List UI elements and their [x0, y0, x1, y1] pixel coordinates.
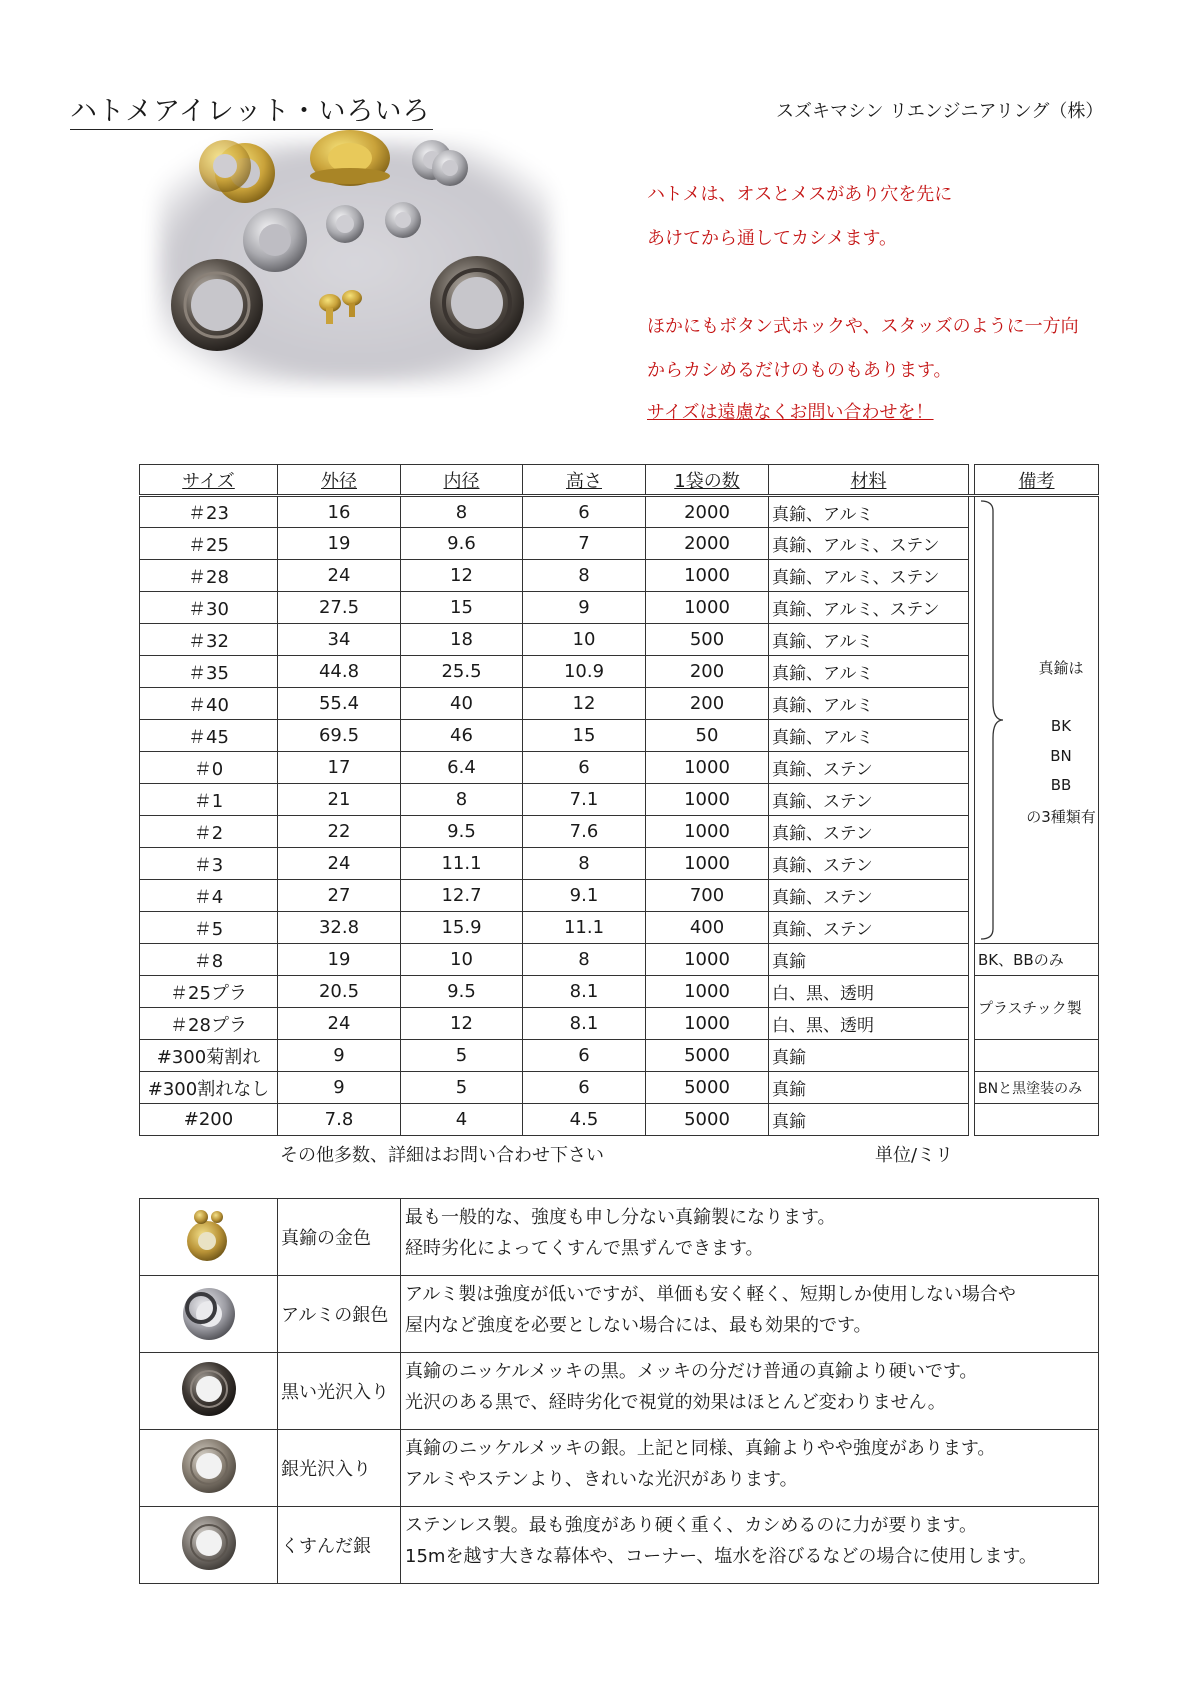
inner-diameter-cell: 8: [401, 784, 523, 816]
finish-description: 真鍮のニッケルメッキの黒。メッキの分だけ普通の真鍮より硬いです。 光沢のある黒で、経時劣化で視覚的効果はほとんど変わりません。: [401, 1353, 1099, 1430]
outer-diameter-cell: 69.5: [278, 720, 401, 752]
size-cell: ＃30: [140, 592, 278, 624]
height-cell: 12: [523, 688, 646, 720]
size-cell: #200: [140, 1104, 278, 1136]
notes-cell: [975, 1104, 1099, 1136]
inner-diameter-cell: 9.6: [401, 528, 523, 560]
quantity-cell: 1000: [646, 592, 769, 624]
outer-diameter-cell: 34: [278, 624, 401, 656]
size-cell: ＃40: [140, 688, 278, 720]
outer-diameter-cell: 24: [278, 1008, 401, 1040]
table-row: [140, 880, 1099, 912]
column-header: 外径: [278, 465, 401, 496]
inner-diameter-cell: 40: [401, 688, 523, 720]
inquiry-note: その他多数、詳細はお問い合わせ下さい: [280, 1145, 604, 1166]
height-cell: 11.1: [523, 912, 646, 944]
material-cell: 真鍮、ステン: [769, 784, 969, 816]
quantity-cell: 400: [646, 912, 769, 944]
intro-line: からカシめるだけのものもあります。: [647, 360, 952, 381]
finish-description: アルミ製は強度が低いですが、単価も安く軽く、短期しか使用しない場合や 屋内など強度を必要としない場合には、最も効果的です。: [401, 1276, 1099, 1353]
inner-diameter-cell: 8: [401, 496, 523, 528]
size-cell: ＃28プラ: [140, 1008, 278, 1040]
intro-line: サイズは遠慮なくお問い合わせを！: [647, 402, 934, 423]
table-row: [140, 1199, 1099, 1276]
unit-note: 単位/ミリ: [875, 1145, 954, 1166]
table-row: [140, 976, 1099, 1008]
material-cell: 真鍮、アルミ: [769, 624, 969, 656]
material-cell: 真鍮、アルミ: [769, 496, 969, 528]
quantity-cell: 1000: [646, 784, 769, 816]
material-cell: 真鍮、アルミ: [769, 720, 969, 752]
note-line: BB: [1050, 776, 1072, 794]
outer-diameter-cell: 27.5: [278, 592, 401, 624]
table-row: [140, 528, 1099, 560]
finish-name: 真鍮の金色: [278, 1199, 401, 1276]
height-cell: 10.9: [523, 656, 646, 688]
outer-diameter-cell: 9: [278, 1040, 401, 1072]
inner-diameter-cell: 15: [401, 592, 523, 624]
notes-cell: BK、BBのみ: [975, 944, 1099, 976]
column-header: 高さ: [523, 465, 646, 496]
quantity-cell: 2000: [646, 528, 769, 560]
eyelets-photo: [140, 128, 570, 398]
material-cell: 真鍮、アルミ、ステン: [769, 592, 969, 624]
finish-name: 黒い光沢入り: [278, 1353, 401, 1430]
inner-diameter-cell: 6.4: [401, 752, 523, 784]
height-cell: 6: [523, 1040, 646, 1072]
outer-diameter-cell: 16: [278, 496, 401, 528]
material-cell: 真鍮、ステン: [769, 880, 969, 912]
size-cell: ＃0: [140, 752, 278, 784]
table-row: [140, 656, 1099, 688]
quantity-cell: 1000: [646, 816, 769, 848]
notes-cell: BNと黒塗装のみ: [975, 1072, 1099, 1104]
size-cell: ＃23: [140, 496, 278, 528]
quantity-cell: 5000: [646, 1104, 769, 1136]
material-cell: 真鍮、アルミ: [769, 688, 969, 720]
inner-diameter-cell: 4: [401, 1104, 523, 1136]
quantity-cell: 1000: [646, 752, 769, 784]
height-cell: 9: [523, 592, 646, 624]
height-cell: 8: [523, 848, 646, 880]
size-cell: #300割れなし: [140, 1072, 278, 1104]
size-cell: ＃28: [140, 560, 278, 592]
finish-types-table: [139, 1198, 1099, 1584]
column-gap: [969, 1008, 975, 1040]
table-row: [140, 720, 1099, 752]
size-cell: ＃2: [140, 816, 278, 848]
height-cell: 7.6: [523, 816, 646, 848]
material-cell: 真鍮、アルミ、ステン: [769, 528, 969, 560]
table-row: [140, 1072, 1099, 1104]
table-row: [140, 1104, 1099, 1136]
outer-diameter-cell: 7.8: [278, 1104, 401, 1136]
height-cell: 8: [523, 560, 646, 592]
notes-cell: [975, 1040, 1099, 1072]
table-header-row: [140, 465, 1099, 496]
finish-name: 銀光沢入り: [278, 1430, 401, 1507]
inner-diameter-cell: 12: [401, 1008, 523, 1040]
table-row: [140, 912, 1099, 944]
outer-diameter-cell: 19: [278, 944, 401, 976]
finish-description: 真鍮のニッケルメッキの銀。上記と同様、真鍮よりやや強度があります。 アルミやステンより、きれいな光沢があります。: [401, 1430, 1099, 1507]
size-cell: ＃35: [140, 656, 278, 688]
quantity-cell: 1000: [646, 560, 769, 592]
quantity-cell: 5000: [646, 1040, 769, 1072]
inner-diameter-cell: 18: [401, 624, 523, 656]
finish-name: アルミの銀色: [278, 1276, 401, 1353]
material-cell: 白、黒、透明: [769, 1008, 969, 1040]
inner-diameter-cell: 9.5: [401, 816, 523, 848]
table-row: [140, 816, 1099, 848]
quantity-cell: 700: [646, 880, 769, 912]
inner-diameter-cell: 12.7: [401, 880, 523, 912]
outer-diameter-cell: 27: [278, 880, 401, 912]
quantity-cell: 2000: [646, 496, 769, 528]
material-cell: 白、黒、透明: [769, 976, 969, 1008]
outer-diameter-cell: 55.4: [278, 688, 401, 720]
table-row: [140, 1507, 1099, 1584]
column-header: サイズ: [140, 465, 278, 496]
finish-description: ステンレス製。最も強度があり硬く重く、カシめるのに力が要ります。 15mを越す大きな幕体や、コーナー、塩水を浴びるなどの場合に使用します。: [401, 1507, 1099, 1584]
finish-description: 最も一般的な、強度も申し分ない真鍮製になります。 経時劣化によってくすんで黒ずんできます。: [401, 1199, 1099, 1276]
aluminum-eyelet-icon: [140, 1276, 278, 1353]
inner-diameter-cell: 12: [401, 560, 523, 592]
column-header: 1袋の数: [646, 465, 769, 496]
column-header: 備考: [975, 465, 1099, 496]
curly-brace-icon: [975, 497, 1005, 943]
height-cell: 6: [523, 752, 646, 784]
quantity-cell: 1000: [646, 976, 769, 1008]
outer-diameter-cell: 21: [278, 784, 401, 816]
size-cell: ＃25プラ: [140, 976, 278, 1008]
size-cell: ＃1: [140, 784, 278, 816]
intro-line: ほかにもボタン式ホックや、スタッズのように一方向: [647, 316, 1079, 337]
table-row: [140, 752, 1099, 784]
quantity-cell: 500: [646, 624, 769, 656]
inner-diameter-cell: 11.1: [401, 848, 523, 880]
outer-diameter-cell: 20.5: [278, 976, 401, 1008]
table-row: [140, 688, 1099, 720]
page-title: ハトメアイレット・いろいろ: [70, 96, 433, 130]
height-cell: 8: [523, 944, 646, 976]
quantity-cell: 1000: [646, 848, 769, 880]
material-cell: 真鍮: [769, 1104, 969, 1136]
height-cell: 6: [523, 1072, 646, 1104]
size-cell: ＃32: [140, 624, 278, 656]
material-cell: 真鍮、アルミ: [769, 656, 969, 688]
height-cell: 10: [523, 624, 646, 656]
silver-gloss-eyelet-icon: [140, 1430, 278, 1507]
inner-diameter-cell: 46: [401, 720, 523, 752]
table-row: [140, 592, 1099, 624]
notes-cell: プラスチック製: [975, 976, 1099, 1040]
height-cell: 8.1: [523, 976, 646, 1008]
finish-name: くすんだ銀: [278, 1507, 401, 1584]
table-row: [140, 848, 1099, 880]
table-row: [140, 784, 1099, 816]
quantity-cell: 1000: [646, 1008, 769, 1040]
dull-silver-eyelet-icon: [140, 1507, 278, 1584]
intro-line: あけてから通してカシメます。: [647, 228, 898, 249]
material-cell: 真鍮、ステン: [769, 816, 969, 848]
size-cell: ＃4: [140, 880, 278, 912]
inner-diameter-cell: 5: [401, 1072, 523, 1104]
quantity-cell: 1000: [646, 944, 769, 976]
size-cell: ＃5: [140, 912, 278, 944]
material-cell: 真鍮、アルミ、ステン: [769, 560, 969, 592]
table-row: [140, 496, 1099, 528]
outer-diameter-cell: 24: [278, 560, 401, 592]
outer-diameter-cell: 24: [278, 848, 401, 880]
table-row: [140, 1430, 1099, 1507]
table-row: [140, 560, 1099, 592]
table-row: [140, 944, 1099, 976]
height-cell: 15: [523, 720, 646, 752]
table-row: [140, 1008, 1099, 1040]
height-cell: 8.1: [523, 1008, 646, 1040]
note-line: BK: [1050, 717, 1072, 735]
note-line: 真鍮は: [1038, 659, 1084, 677]
table-row: [140, 1353, 1099, 1430]
intro-line: ハトメは、オスとメスがあり穴を先に: [647, 184, 953, 205]
inner-diameter-cell: 15.9: [401, 912, 523, 944]
height-cell: 7: [523, 528, 646, 560]
height-cell: 7.1: [523, 784, 646, 816]
outer-diameter-cell: 19: [278, 528, 401, 560]
inner-diameter-cell: 10: [401, 944, 523, 976]
table-row: [140, 1040, 1099, 1072]
size-cell: ＃25: [140, 528, 278, 560]
material-cell: 真鍮、ステン: [769, 752, 969, 784]
note-line: の3種類有: [1026, 808, 1096, 826]
size-cell: ＃3: [140, 848, 278, 880]
material-cell: 真鍮、ステン: [769, 848, 969, 880]
outer-diameter-cell: 9: [278, 1072, 401, 1104]
quantity-cell: 200: [646, 688, 769, 720]
black-gloss-eyelet-icon: [140, 1353, 278, 1430]
outer-diameter-cell: 32.8: [278, 912, 401, 944]
outer-diameter-cell: 22: [278, 816, 401, 848]
eyelet-size-table: [139, 464, 1099, 1136]
outer-diameter-cell: 44.8: [278, 656, 401, 688]
height-cell: 6: [523, 496, 646, 528]
inner-diameter-cell: 5: [401, 1040, 523, 1072]
note-line: BN: [1050, 747, 1072, 765]
size-cell: ＃8: [140, 944, 278, 976]
column-header: 材料: [769, 465, 969, 496]
quantity-cell: 50: [646, 720, 769, 752]
inner-diameter-cell: 9.5: [401, 976, 523, 1008]
size-cell: #300菊割れ: [140, 1040, 278, 1072]
height-cell: 4.5: [523, 1104, 646, 1136]
outer-diameter-cell: 17: [278, 752, 401, 784]
material-cell: 真鍮: [769, 944, 969, 976]
brass-eyelet-icon: [140, 1199, 278, 1276]
notes-cell-brass-finishes: [975, 496, 1099, 944]
size-cell: ＃45: [140, 720, 278, 752]
quantity-cell: 200: [646, 656, 769, 688]
material-cell: 真鍮: [769, 1040, 969, 1072]
inner-diameter-cell: 25.5: [401, 656, 523, 688]
table-row: [140, 1276, 1099, 1353]
table-row: [140, 624, 1099, 656]
quantity-cell: 5000: [646, 1072, 769, 1104]
material-cell: 真鍮、ステン: [769, 912, 969, 944]
material-cell: 真鍮: [769, 1072, 969, 1104]
column-header: 内径: [401, 465, 523, 496]
height-cell: 9.1: [523, 880, 646, 912]
company-name: スズキマシン リエンジニアリング（株）: [776, 101, 1104, 122]
